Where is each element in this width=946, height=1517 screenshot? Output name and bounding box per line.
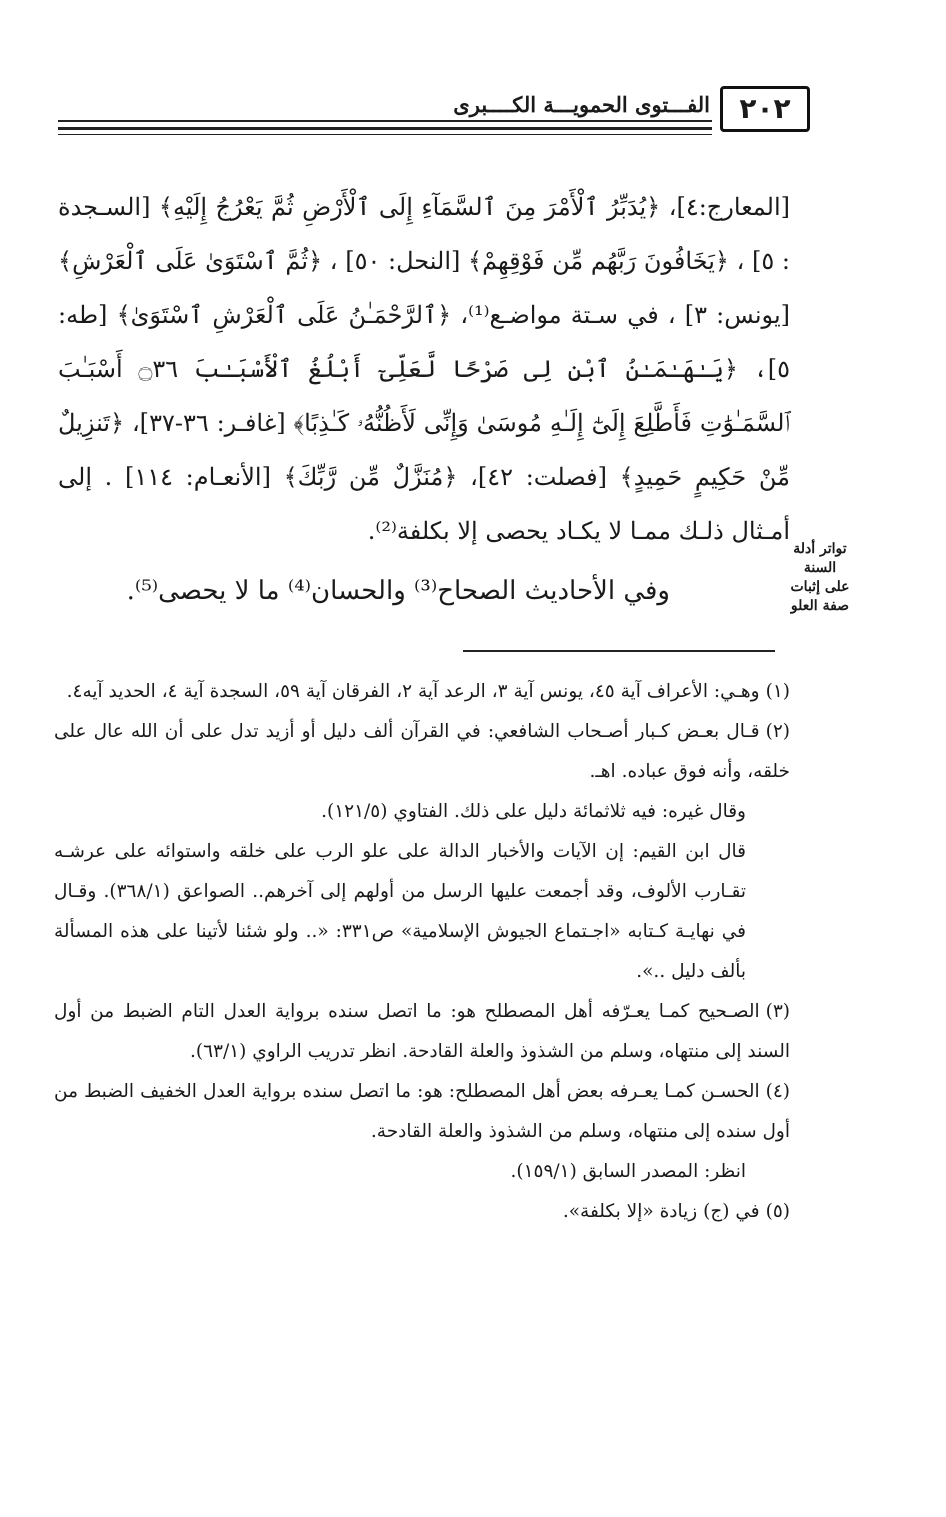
footnote-number: (٤) [765, 1081, 790, 1102]
footnote-number: (٣) [765, 1001, 790, 1022]
header-rule [58, 134, 712, 135]
page-number: ٢٠٢ [720, 86, 810, 132]
body-paragraph: وفي الأحاديث الصحاح⁽³⁾ والحسان⁽⁴⁾ ما لا يحصى⁽⁵⁾. [126, 576, 670, 606]
footnote-text: الصـحيح كمـا يعـرّفه أهل المصطلح هو: ما اتصل سنده برواية العدل التام الضبط من أول السند إلى منتهاه، وسلم من الشذوذ والعلة القادحة. انظر تدريب الراوي (٦٣/١). [54, 1001, 790, 1062]
footnote-text: الحسـن كمـا يعـرفه بعض أهل المصطلح: هو: ما اتصل سنده برواية العدل الخفيف الضبط من أول سنده إلى منتهاه، وسلم من الشذوذ والعلة القادحة. [54, 1081, 790, 1142]
header-rule [58, 127, 712, 130]
main-text [58, 180, 790, 618]
footnote-number: (٢) [765, 721, 790, 742]
footnote-number: (٥) [765, 1201, 790, 1222]
body-paragraph: [المعارج:٤]، ﴿يُدَبِّرُ ٱلْأَمْرَ مِنَ ٱلسَّمَآءِ إِلَى ٱلْأَرْضِ ثُمَّ يَعْرُجُ إِلَيْهِ﴾ [السـجدة : ٥] ، ﴿يَخَافُونَ رَبَّهُم مِّن فَوْقِهِمْ﴾ [النحل: ٥٠] ، ﴿ثُمَّ ٱسْتَوَىٰ عَلَى ٱلْعَرْشِ﴾ [يونس: ٣] ، في سـتة مواضـع⁽¹⁾، ﴿ٱلرَّحْمَـٰنُ عَلَى ٱلْعَرْشِ ٱسْتَوَىٰ﴾ [طه: ٥]، ﴿يَـٰهَـٰمَـٰنُ ٱبْنِ لِى صَرْحًا لَّعَلِّىٓ أَبْلُغُ ٱلْأَسْبَـٰبَ ۝٣٦ أَسْبَـٰبَ ٱلسَّمَـٰوَٰتِ فَأَطَّلِعَ إِلَىٰٓ إِلَـٰهِ مُوسَىٰ وَإِنِّى لَأَظُنُّهُۥ كَـٰذِبًا﴾ [غافـر: ٣٦-٣٧]، ﴿تَنزِيلٌ مِّنْ حَكِيمٍ حَمِيدٍ﴾ [فصلت: ٤٢]، ﴿مُنَزَّلٌ مِّن رَّبِّكَ﴾ [الأنعـام: ١١٤] . إلى أمـثال ذلـك ممـا لا يكـاد يحصى إلا بكلفة⁽²⁾. [58, 193, 791, 545]
page-header [58, 86, 810, 142]
margin-note: تواتر أدلة السنة على إثبات صفة العلو [790, 541, 850, 614]
footnote-text: في (ج) زيادة «إلا بكلفة». [562, 1201, 760, 1222]
footnote [54, 992, 790, 1072]
footnote [54, 1192, 790, 1232]
footnote [54, 712, 790, 792]
footnote-continuation: قال ابن القيم: إن الآيات والأخبار الدالة على علو الرب على خلقه واستوائه على عرشـه تقـارب الألوف، وقد أجمعت عليها الرسل من أولهم إلى آخرهم.. الصواعق (٣٦٨/١). وقـال في نهايـة كـتابه «اجـتماع الجيوش الإسلامية» ص٣٣١: «.. ولو شئنا لأتينا على هذه المسألة بألف دليل ..». [54, 841, 746, 982]
footnote-text: قـال بعـض كـبار أصـحاب الشافعي: في القرآن ألف دليل أو أزيد تدل على أن الله عال على خلقه، وأنه فوق عباده. اهـ. [54, 721, 790, 782]
footnote-text: وهـي: الأعراف آية ٤٥، يونس آية ٣، الرعد آية ٢، الفرقان آية ٥٩، السجدة آية ٤، الحديد آيه٤. [66, 681, 760, 702]
header-rule [58, 120, 712, 122]
footnote-number: (١) [765, 681, 790, 702]
footnote [54, 672, 790, 712]
footnotes [54, 672, 790, 1232]
footnote [54, 1072, 790, 1152]
footnote-divider [463, 650, 775, 652]
book-title: الفـــتوى الحمويـــة الكــــبرى [453, 92, 710, 117]
footnote-continuation: وقال غيره: فيه ثلاثمائة دليل على ذلك. الفتاوي (١٢١/٥). [321, 801, 746, 822]
footnote-continuation: انظر: المصدر السابق (١٥٩/١). [510, 1161, 746, 1182]
